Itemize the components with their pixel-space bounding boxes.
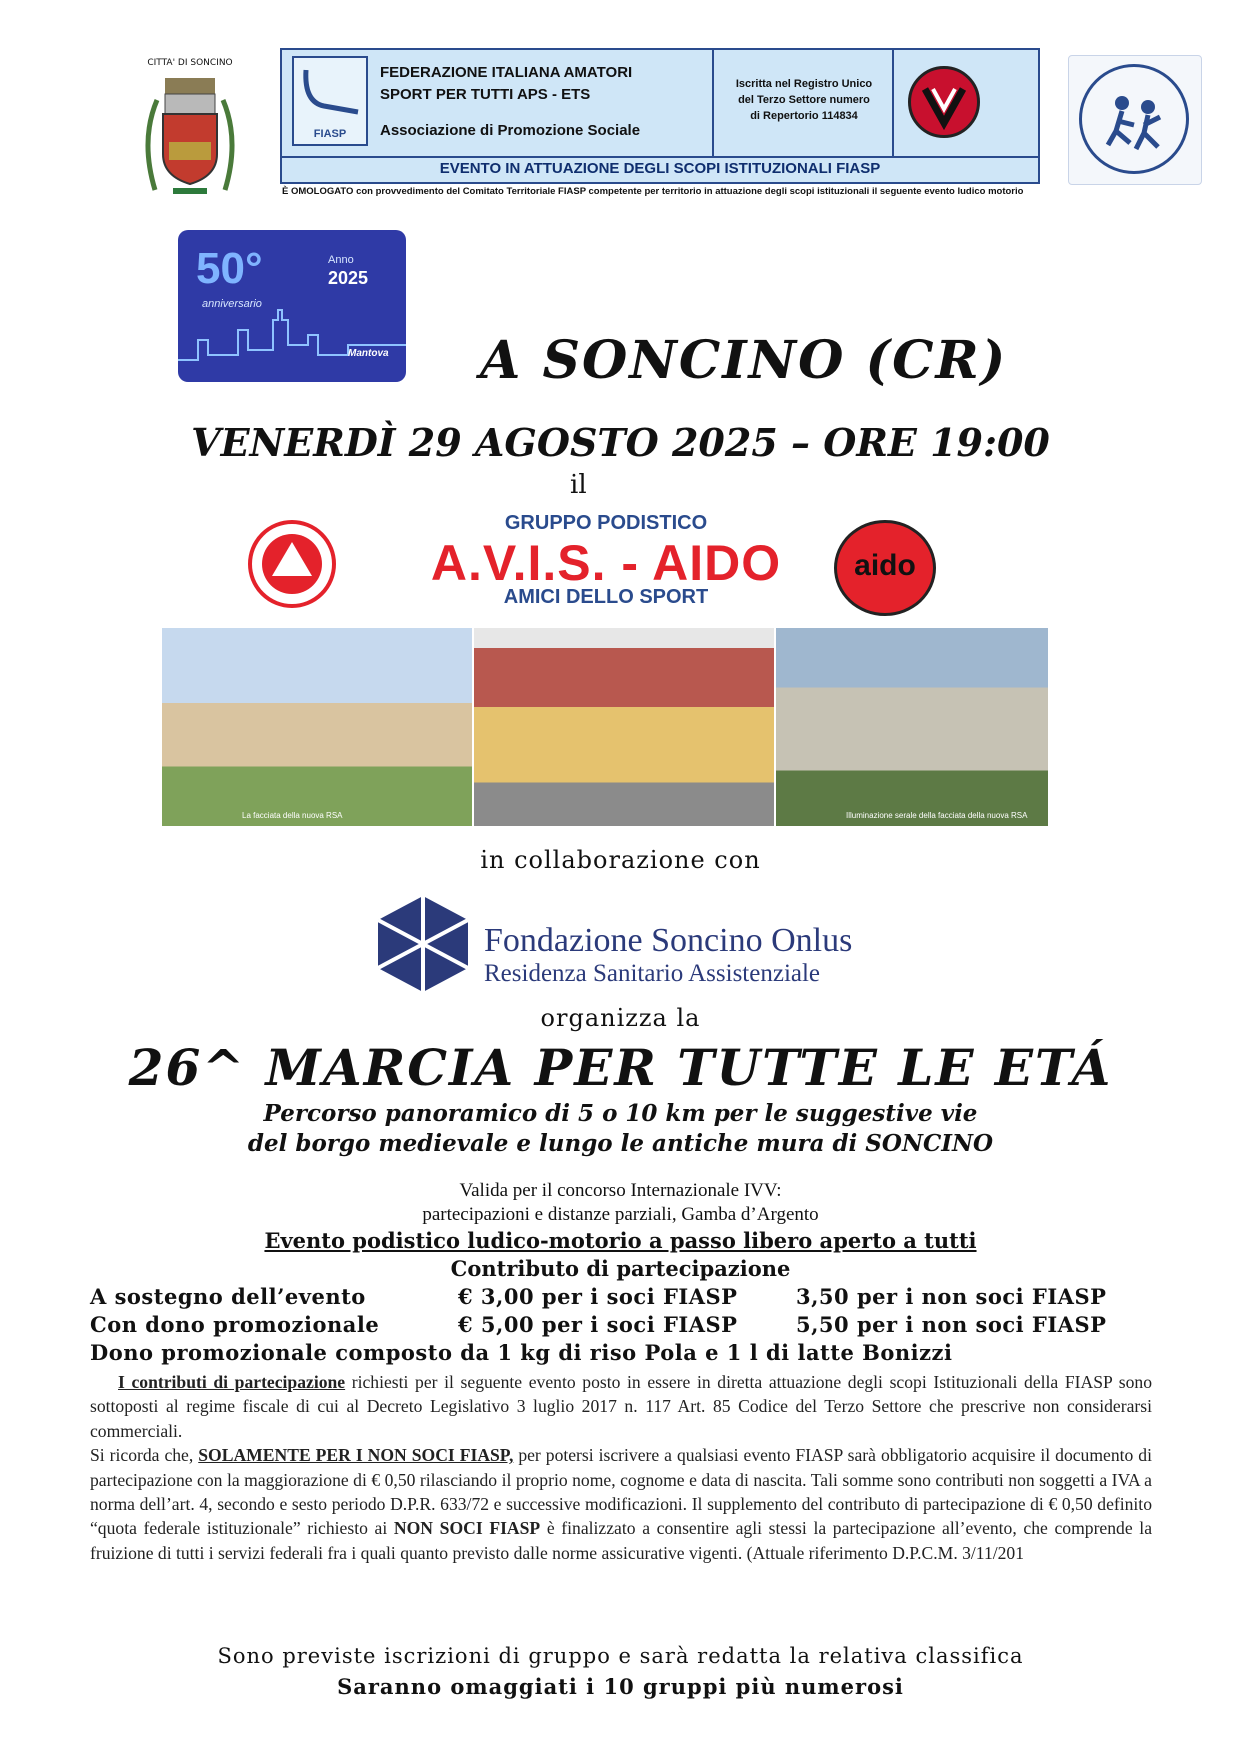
fiasp-logo-text: FIASP [313,128,347,140]
legal-text [90,1370,1152,1565]
avis-line1: GRUPPO PODISTICO [504,512,708,534]
percorso-line2: del borgo medievale e lungo le antiche mura di SONCINO [247,1130,994,1157]
fondazione-subtitle: Residenza Sanitario Assistenziale [484,960,821,987]
percorso-line1: Percorso panoramico di 5 o 10 km per le suggestive vie [263,1100,978,1127]
banner-divider [712,50,714,156]
aido-logo-text: aido [854,549,916,582]
valida-line1: Valida per il concorso Internazionale IVV: [459,1180,782,1201]
photo-caption: La facciata della nuova RSA [242,811,343,820]
registry-text [720,76,888,124]
aido-logo [834,520,936,616]
legal-p2-mid: per potersi iscrivere a qualsiasi evento FIASP sarà obbligatorio acquisire il documento di partecipazione con la maggiorazione di € 0,50 rilasciando il proprio nome, cognome e data di nascita. Tali somme sono contributi non soggetti a IVA a norma dell’art. 4, secondo e sesto periodo D.P.R. 633/72 e successive modificazioni. Il supplemento del contributo di partecipazione di € 0,50 definito “quota federale istituzionale” richiesto ai [90,1445,1152,1539]
comitato-ring [1079,64,1189,174]
anniversary-card [178,230,406,382]
anniversary-label: anniversario [202,298,262,310]
registry-line2: del Terzo Settore numero [738,94,870,106]
fee-soci: € 5,00 per i soci FIASP [458,1312,738,1337]
legal-p1-bold: I contributi di partecipazione [118,1372,346,1392]
dono-promozionale: Dono promozionale composto da 1 kg di riso Pola e 1 l di latte Bonizzi [90,1340,953,1365]
banner-divider [282,156,1038,158]
contributo-title: Contributo di partecipazione [450,1256,791,1281]
gruppi-line1: Sono previste iscrizioni di gruppo e sarà redatta la relativa classifica [217,1644,1024,1668]
fiasp-logo [292,56,368,146]
comune-name: CITTA' DI SONCINO [147,58,233,68]
avis-volontari-logo [242,518,342,610]
omologato-note: È OMOLOGATO con provvedimento del Comitato Territoriale FIASP competente per territorio in attuazione degli scopi istituzionali il seguente evento ludico motorio [282,186,1024,197]
fee-label: Con dono promozionale [90,1312,380,1337]
fiasp-title-line3: Associazione di Promozione Sociale [380,122,641,139]
fee-soci: € 3,00 per i soci FIASP [458,1284,738,1309]
banner-footer: EVENTO IN ATTUAZIONE DEGLI SCOPI ISTITUZIONALI FIASP [439,160,881,177]
fiasp-header-banner [280,48,1040,184]
gruppi-line2: Saranno omaggiati i 10 gruppi più numerosi [337,1674,904,1699]
legal-p1-rest: richiesti per il seguente evento posto in essere in diretta attuazione degli scopi Istituzionali della FIASP sono sottoposti al regime fiscale di cui al Decreto Legislativo 3 luglio 2017 n. 117 Art. 85 Codice del Terzo Settore che prescrive non considerarsi commerciali. [90,1372,1152,1441]
legal-p2-start: Si ricorda che, [90,1445,199,1466]
fondazione-logo [368,892,478,996]
evento-libero: Evento podistico ludico-motorio a passo libero aperto a tutti [264,1228,977,1253]
registry-line1: Iscritta nel Registro Unico [735,78,873,90]
anniversary-number: 50° [196,244,263,293]
valida-line2: partecipazioni e distanze parziali, Gamba d’Argento [422,1204,819,1225]
banner-divider [892,50,894,156]
avis-line3: AMICI DELLO SPORT [503,586,709,608]
ivv-logo [908,66,980,138]
registry-line3: di Repertorio 114834 [750,110,858,122]
fiasp-title-line1: FEDERAZIONE ITALIANA AMATORI [380,64,633,81]
comune-crest-logo [135,50,245,200]
fiasp-title-line2: SPORT PER TUTTI APS - ETS [380,86,591,103]
fee-non-soci: 5,50 per i non soci FIASP [796,1312,1107,1337]
photo-rsa-facade [162,628,472,826]
event-location: A SONCINO (CR) [480,330,1008,391]
organizza-text: organizza la [540,1004,701,1032]
legal-paragraph-1 [90,1370,1152,1443]
legal-paragraph-2 [90,1443,1152,1565]
legal-p2-bold: SOLAMENTE PER I NON SOCI FIASP, [198,1445,514,1466]
fondazione-name: Fondazione Soncino Onlus [484,922,853,959]
connector-word: il [570,470,587,500]
fee-non-soci: 3,50 per i non soci FIASP [796,1284,1107,1309]
legal-p2-bold2: NON SOCI FIASP [393,1518,541,1539]
collaboration-intro: in collaborazione con [480,846,761,874]
event-datetime: VENERDÌ 29 AGOSTO 2025 – ORE 19:00 [191,420,1050,465]
photo-rsa-evening [776,628,1048,826]
anniversary-city: Mantova [348,348,389,359]
avis-line2: A.V.I.S. - AIDO [430,535,782,591]
anniversary-year: 2025 [328,268,369,288]
avis-aido-banner [236,508,968,618]
fee-label: A sostegno dell’evento [90,1284,366,1309]
comitato-marce-logo [1068,55,1202,185]
event-title: 26^ MARCIA PER TUTTE LE ETÁ [128,1038,1113,1097]
photo-caption: Illuminazione serale della facciata della nuova RSA [846,811,1028,820]
photo-fondazione-building [474,628,774,826]
skyline-graphic [178,300,406,382]
anniversary-year-label: Anno [328,254,354,266]
legal-p2-end: è finalizzato a consentire agli stessi la partecipazione all’evento, che comprende la fruizione di tutti i servizi federali fra i quali quanto previsto dalle norme assicurative vigenti. (Attuale riferimento D.P.C.M. 3/11/201 [90,1518,1152,1563]
